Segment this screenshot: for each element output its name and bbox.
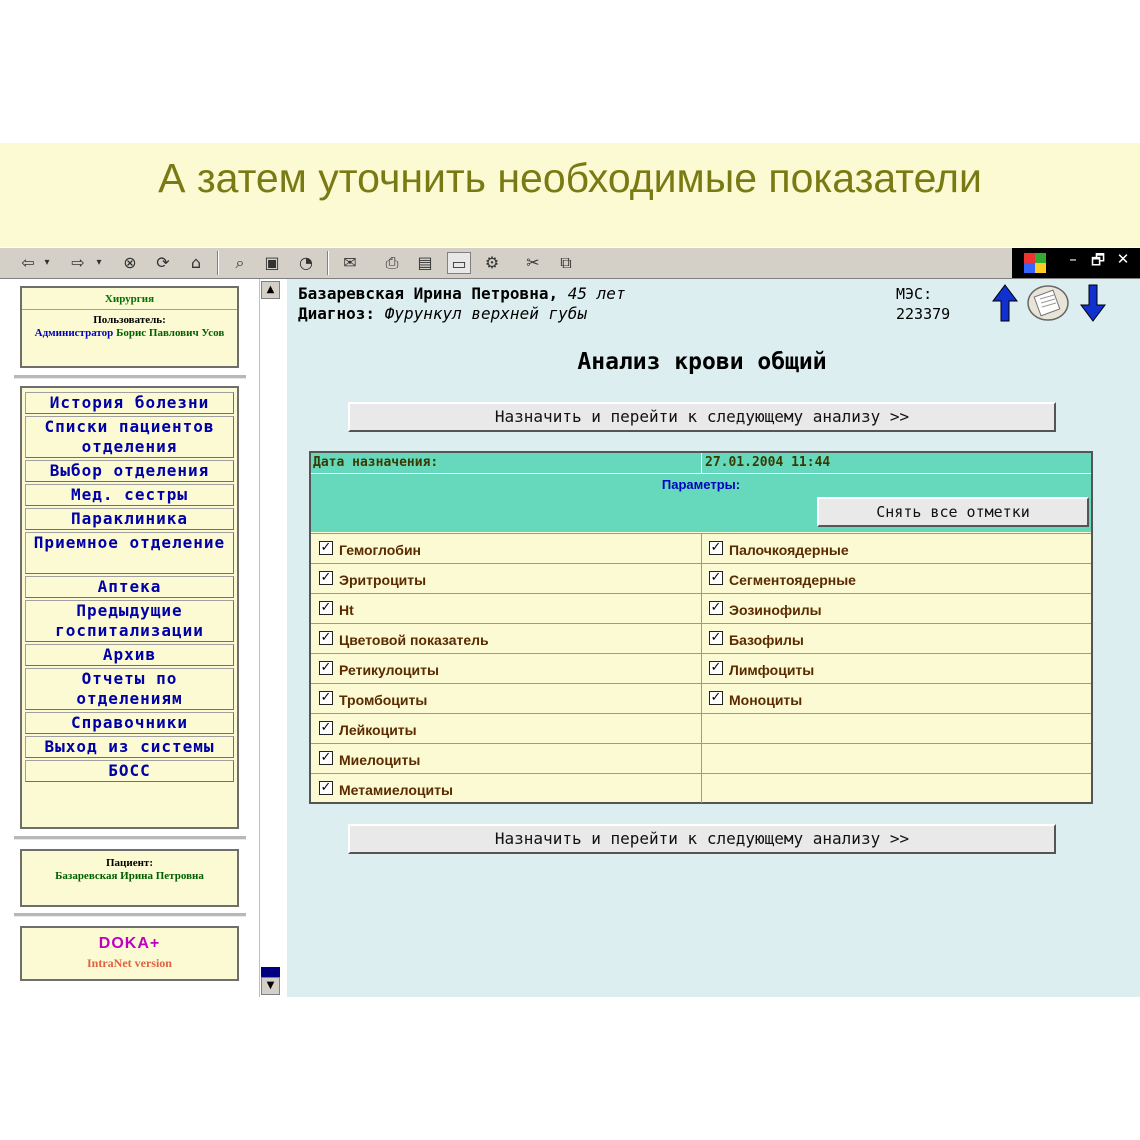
arrow-up-icon[interactable]	[991, 283, 1019, 323]
header-age: 45 лет	[567, 284, 626, 303]
param-checkbox[interactable]: ✓	[710, 600, 722, 615]
param-label: Палочкоядерные	[729, 542, 849, 558]
param-label: Ht	[339, 602, 354, 618]
param-label: Моноциты	[729, 692, 803, 708]
param-label: Ретикулоциты	[339, 662, 439, 678]
param-checkbox[interactable]: ✓	[320, 600, 332, 615]
nav-item-7[interactable]: Предыдущие госпитализации	[25, 600, 234, 642]
home-icon[interactable]: ⌂	[190, 253, 202, 272]
close-icon[interactable]: ✕	[1116, 250, 1130, 268]
param-label: Лимфоциты	[729, 662, 815, 678]
nav-item-3[interactable]: Мед. сестры	[25, 484, 234, 506]
window-controls	[1012, 248, 1140, 278]
param-label: Эозинофилы	[729, 602, 822, 618]
param-checkbox[interactable]: ✓	[710, 570, 722, 585]
param-checkbox[interactable]: ✓	[320, 720, 332, 735]
nav-item-2[interactable]: Выбор отделения	[25, 460, 234, 482]
user-role: Администратор	[34, 327, 114, 339]
favorites-icon[interactable]: ▣	[264, 253, 280, 272]
copy-icon[interactable]: ⧉	[560, 253, 572, 272]
back-dropdown-icon[interactable]: ▾	[44, 257, 50, 268]
search-icon[interactable]: ⌕	[235, 253, 245, 272]
minimize-icon[interactable]: –	[1069, 250, 1077, 268]
left-frame-scrollbar[interactable]	[259, 279, 281, 997]
nav-item-4[interactable]: Параклиника	[25, 508, 234, 530]
forward-icon[interactable]: ⇨	[71, 253, 85, 272]
scroll-thumb[interactable]	[261, 967, 280, 977]
patient-box	[20, 849, 239, 907]
param-label: Метамиелоциты	[339, 782, 453, 798]
param-checkbox[interactable]: ✓	[320, 780, 332, 795]
nav-item-11[interactable]: Выход из системы	[25, 736, 234, 758]
param-checkbox[interactable]: ✓	[710, 660, 722, 675]
tools-icon[interactable]: ⚙	[484, 253, 500, 272]
nav-item-12[interactable]: БОСС	[25, 760, 234, 782]
param-checkbox[interactable]: ✓	[320, 630, 332, 645]
browser-toolbar	[0, 247, 1140, 279]
edit-icon[interactable]: ▤	[417, 253, 433, 272]
param-label: Гемоглобин	[339, 542, 422, 558]
left-frame	[0, 279, 258, 997]
param-label: Миелоциты	[339, 752, 421, 768]
parameters-table	[309, 451, 1093, 804]
param-label: Лейкоциты	[339, 722, 417, 738]
param-checkbox[interactable]: ✓	[320, 570, 332, 585]
header-patient-name: Базаревская Ирина Петровна,	[298, 284, 559, 303]
assign-next-button-top[interactable]: Назначить и перейти к следующему анализу >>	[348, 402, 1056, 432]
arrow-down-icon[interactable]	[1079, 283, 1107, 323]
nav-item-0[interactable]: История болезни	[25, 392, 234, 414]
print-icon[interactable]: ⎙	[385, 253, 399, 272]
nav-item-10[interactable]: Справочники	[25, 712, 234, 734]
nav-item-6[interactable]: Аптека	[25, 576, 234, 598]
cut-icon[interactable]: ✂	[526, 253, 540, 272]
clear-all-button[interactable]: Снять все отметки	[817, 497, 1089, 527]
param-label: Цветовой показатель	[339, 632, 489, 648]
param-label: Эритроциты	[339, 572, 427, 588]
diagnosis-value: Фурункул верхней губы	[384, 304, 587, 323]
main-frame	[287, 279, 1140, 997]
param-checkbox[interactable]: ✓	[320, 690, 332, 705]
nav-item-9[interactable]: Отчеты по отделениям	[25, 668, 234, 710]
param-checkbox[interactable]: ✓	[320, 540, 332, 555]
user-info-box	[20, 286, 239, 368]
patient-name: Базаревская Ирина Петровна	[55, 870, 204, 882]
param-label: Базофилы	[729, 632, 804, 648]
history-icon[interactable]: ◔	[299, 253, 313, 272]
document-stamp-icon[interactable]	[1025, 283, 1071, 323]
param-checkbox[interactable]: ✓	[710, 630, 722, 645]
refresh-icon[interactable]: ⟳	[156, 253, 170, 272]
restore-icon[interactable]: 🗗	[1090, 251, 1106, 269]
mail-icon[interactable]: ✉	[343, 253, 357, 272]
mes-value: 223379	[896, 305, 951, 323]
mes-label: МЭС:	[896, 285, 933, 303]
param-checkbox[interactable]: ✓	[710, 690, 722, 705]
date-label: Дата назначения:	[313, 455, 439, 470]
param-checkbox[interactable]: ✓	[320, 660, 332, 675]
brand-subtitle: IntraNet version	[87, 956, 172, 970]
date-value: 27.01.2004 11:44	[705, 455, 831, 470]
scroll-up-icon[interactable]: ▲	[261, 281, 280, 299]
frames-icon[interactable]: ▭	[447, 252, 471, 274]
nav-item-5[interactable]: Приемное отделение	[25, 532, 234, 574]
slide-title: А затем уточнить необходимые показатели	[158, 155, 982, 201]
forward-dropdown-icon[interactable]: ▾	[96, 257, 102, 268]
scroll-down-icon[interactable]: ▼	[261, 977, 280, 995]
user-label: Пользователь:	[93, 314, 166, 326]
windows-logo-icon	[1024, 253, 1046, 273]
nav-item-1[interactable]: Списки пациентов отделения	[25, 416, 234, 458]
brand-box	[20, 926, 239, 981]
brand-logo: DOKA+	[98, 935, 161, 952]
navigation-menu	[20, 386, 239, 829]
analysis-title: Анализ крови общий	[577, 349, 827, 375]
user-name: Борис Павлович Усов	[116, 327, 225, 339]
param-checkbox[interactable]: ✓	[320, 750, 332, 765]
diagnosis-label: Диагноз:	[298, 304, 376, 323]
param-label: Тромбоциты	[339, 692, 428, 708]
param-label: Сегментоядерные	[729, 572, 856, 588]
assign-next-button-bottom[interactable]: Назначить и перейти к следующему анализу >>	[348, 824, 1056, 854]
department-label: Хирургия	[22, 293, 237, 310]
back-icon[interactable]: ⇦	[21, 253, 35, 272]
patient-label: Пациент:	[105, 857, 154, 869]
param-checkbox[interactable]: ✓	[710, 540, 722, 555]
params-label: Параметры:	[661, 477, 741, 492]
nav-item-8[interactable]: Архив	[25, 644, 234, 666]
stop-icon[interactable]: ⊗	[123, 253, 137, 272]
